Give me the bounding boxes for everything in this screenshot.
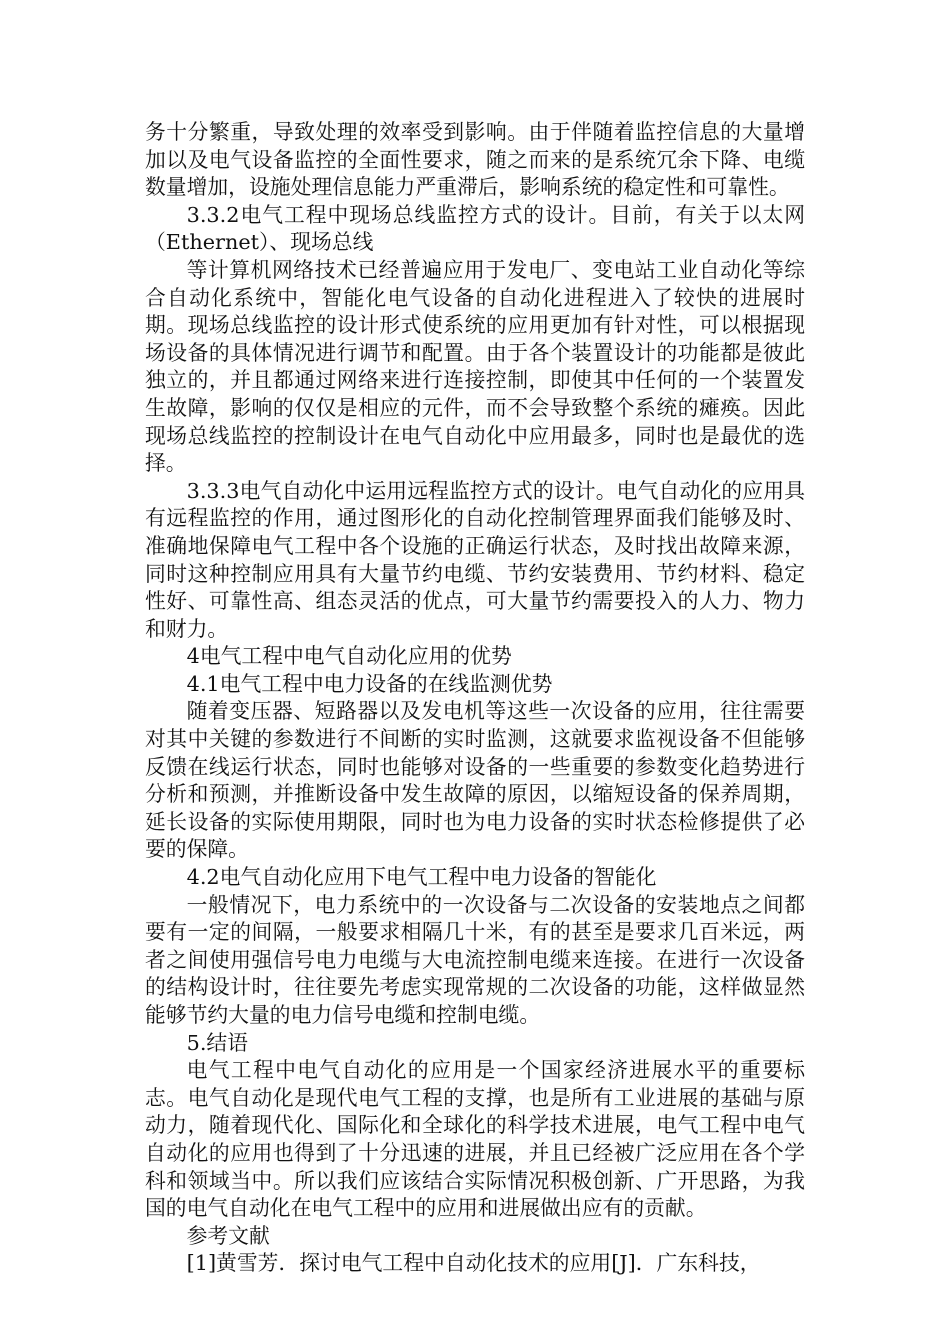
section-5-heading: 5.结语 <box>186 1030 249 1055</box>
paragraph-continuation: 务十分繁重，导致处理的效率受到影响。由于伴随着监控信息的大量增加以及电气设备监控的全面性要求，随之而来的是系统冗余下降、电缆数量增加，设施处理信息能力严重滞后，影响系统的稳定性和可靠性。 <box>145 120 805 200</box>
section-4-heading: 4电气工程中电气自动化应用的优势 <box>186 644 512 669</box>
paragraph-online-monitoring: 随着变压器、短路器以及发电机等这些一次设备的应用，往往需要对其中关键的参数进行不间断的实时监测，这就要求监视设备不但能够反馈在线运行状态，同时也能够对设备的一些重要的参数变化趋势进行分析和预测，并推断设备中发生故障的原因，以缩短设备的保养周期，延长设备的实际使用期限，同时也为电力设备的实时状态检修提供了必要的保障。 <box>145 699 805 862</box>
section-4-2-heading: 4.2电气自动化应用下电气工程中电力设备的智能化 <box>186 865 657 890</box>
paragraph-fieldbus-body: 等计算机网络技术已经普遍应用于发电厂、变电站工业自动化等综合自动化系统中，智能化电气设备的自动化进程进入了较快的进展时期。现场总线监控的设计形式使系统的应用更加有针对性，可以根据现场设备的具体情况进行调节和配置。由于各个装置设计的功能都是彼此独立的，并且都通过网络来进行连接控制，即使其中任何的一个装置发生故障，影响的仅仅是相应的元件，而不会导致整个系统的瘫痪。因此现场总线监控的控制设计在电气自动化中应用最多，同时也是最优的选择。 <box>145 257 805 476</box>
section-4-1-heading: 4.1电气工程中电力设备的在线监测优势 <box>186 671 553 696</box>
reference-item-1: [1]黄雪芳．探讨电气工程中自动化技术的应用[J]．广东科技， <box>186 1251 761 1276</box>
references-heading: 参考文献 <box>186 1223 270 1248</box>
paragraph-conclusion: 电气工程中电气自动化的应用是一个国家经济进展水平的重要标志。电气自动化是现代电气工程的支撑，也是所有工业进展的基础与原动力，随着现代化、国际化和全球化的科学技术进展，电气工程中电气自动化的应用也得到了十分迅速的进展，并且已经被广泛应用在各个学科和领域当中。所以我们应该结合实际情况积极创新、广开思路，为我国的电气自动化在电气工程中的应用和进展做出应有的贡献。 <box>145 1058 805 1221</box>
paragraph-intelligent-devices: 一般情况下，电力系统中的一次设备与二次设备的安装地点之间都要有一定的间隔，一般要求相隔几十米，有的甚至是要求几百米远，两者之间使用强信号电力电缆与大电流控制电缆来连接。在进行一次设备的结构设计时，往往要先考虑实现常规的二次设备的功能，这样做显然能够节约大量的电力信号电缆和控制电缆。 <box>145 892 805 1027</box>
document-body <box>145 119 805 1278</box>
paragraph-3-3-3: 3.3.3电气自动化中运用远程监控方式的设计。电气自动化的应用具有远程监控的作用，通过图形化的自动化控制管理界面我们能够及时、准确地保障电气工程中各个设施的正确运行状态，及时找出故障来源，同时这种控制应用具有大量节约电缆、节约安装费用、节约材料、稳定性好、可靠性高、组态灵活的优点，可大量节约需要投入的人力、物力和财力。 <box>145 478 805 641</box>
paragraph-3-3-2-heading: 3.3.2电气工程中现场总线监控方式的设计。目前，有关于以太网（Ethernet）、现场总线 <box>145 202 805 255</box>
